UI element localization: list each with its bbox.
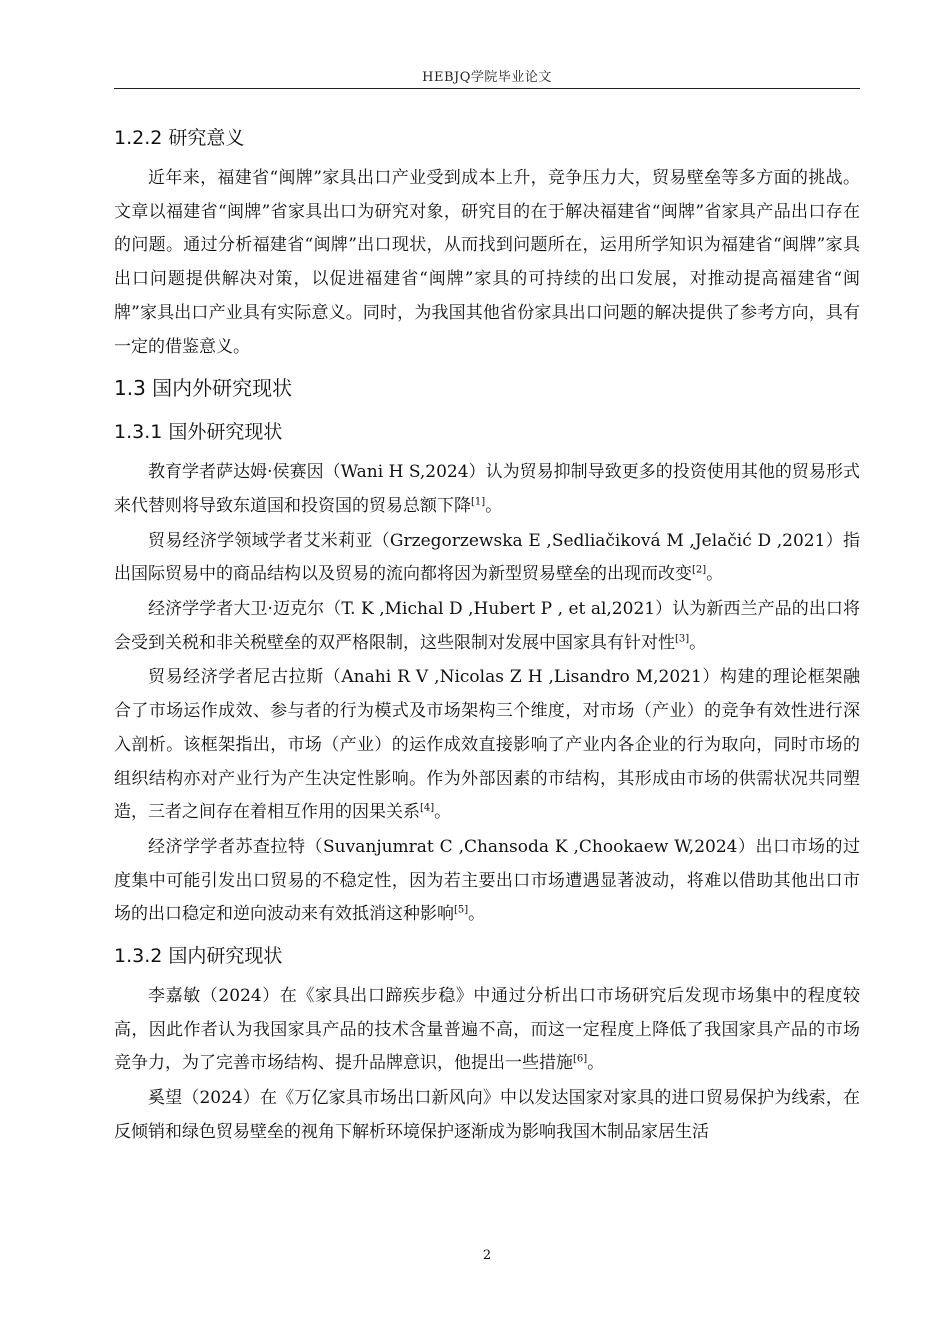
page-content (114, 118, 860, 1150)
running-header: HEBJQ学院毕业论文 (422, 70, 552, 85)
paragraph (114, 456, 860, 523)
paragraph-text: 贸易经济学者尼古拉斯（Anahi R V ,Nicolas Z H ,Lisandro M,2021）构建的理论框架融合了市场运作成效、参与者的行为模式及市场架构三个维度，对市场（产业）的竞争有效性进行深入剖析。该框架指出，市场（产业）的运作成效直接影响了产业内各企业的行为取向，同时市场的组织结构亦对产业行为产生决定性影响。作为外部因素的市结构，其形成由市场的供需状况共同塑造，三者之间存在着相互作用的因果关系 (114, 667, 860, 823)
paragraph-text: 经济学学者大卫·迈克尔（T. K ,Michal D ,Hubert P , et al,2021）认为新西兰产品的出口将会受到关税和非关税壁垒的双严格限制，这些限制对发展中国家具有针对性 (114, 599, 860, 653)
page-number: 2 (482, 1248, 492, 1263)
paragraph: 奚望（2024）在《万亿家具市场出口新风向》中以发达国家对家具的进口贸易保护为线索，在反倾销和绿色贸易壁垒的视角下解析环境保护逐渐成为影响我国木制品家居生活 (114, 1088, 860, 1142)
citation-ref[interactable]: [2] (692, 564, 707, 576)
section-heading-1-2-2: 1.2.2 研究意义 (114, 127, 245, 149)
paragraph-end: 。 (689, 632, 707, 653)
paragraph (114, 661, 860, 830)
citation-ref[interactable]: [4] (420, 802, 435, 814)
section-heading-1-3: 1.3 国内外研究现状 (114, 376, 293, 401)
paragraph (114, 980, 860, 1081)
paragraph (114, 831, 860, 932)
paragraph-end: 。 (468, 904, 486, 925)
paragraph-text: 贸易经济学领域学者艾米莉亚（Grzegorzewska E ,Sedliačiková M ,Jelačić D ,2021）指出国际贸易中的商品结构以及贸易的流向都将因为新型贸易壁垒的出现而改变 (114, 530, 860, 585)
citation-ref[interactable]: [3] (675, 633, 690, 645)
paragraph-end: 。 (587, 1053, 605, 1074)
citation-ref[interactable]: [1] (471, 496, 486, 508)
section-heading-1-3-2: 1.3.2 国内研究现状 (114, 945, 283, 968)
paragraph (114, 593, 860, 660)
paragraph-end: 。 (706, 564, 724, 585)
header-rule (114, 88, 860, 89)
paragraph-text: 教育学者萨达姆·侯赛因（Wani H S,2024）认为贸易抑制导致更多的投资使用其他的贸易形式来代替则将导致东道国和投资国的贸易总额下降 (114, 462, 860, 516)
citation-ref[interactable]: [5] (454, 904, 469, 916)
paragraph-end: 。 (485, 495, 503, 516)
section-heading-1-3-1: 1.3.1 国外研究现状 (114, 421, 283, 444)
paragraph-text: 李嘉敏（2024）在《家具出口蹄疾步稳》中通过分析出口市场研究后发现市场集中的程度较高，因此作者认为我国家具产品的技术含量普遍不高，而这一定程度上降低了我国家具产品的市场竞争力，为了完善市场结构、提升品牌意识，他提出一些措施 (114, 986, 860, 1074)
paragraph (114, 525, 860, 592)
paragraph-end: 。 (434, 802, 452, 823)
paragraph-text: 经济学学者苏查拉特（Suvanjumrat C ,Chansoda K ,Chookaew W,2024）出口市场的过度集中可能引发出口贸易的不稳定性，因为若主要出口市场遭遇显著波动，将难以借助其他出口市场的出口稳定和逆向波动来有效抵消这种影响 (114, 836, 860, 925)
citation-ref[interactable]: [6] (573, 1053, 588, 1065)
paragraph: 近年来，福建省“闽牌”家具出口产业受到成本上升，竞争压力大，贸易壁垒等多方面的挑战。文章以福建省“闽牌”省家具出口为研究对象，研究目的在于解决福建省“闽牌”省家具产品出口存在的问题。通过分析福建省“闽牌”出口现状，从而找到问题所在，运用所学知识为福建省“闽牌”家具出口问题提供解决对策，以促进福建省“闽牌”家具的可持续的出口发展，对推动提高福建省“闽牌”家具出口产业具有实际意义。同时，为我国其他省份家具出口问题的解决提供了参考方向，具有一定的借鉴意义。 (114, 168, 860, 357)
